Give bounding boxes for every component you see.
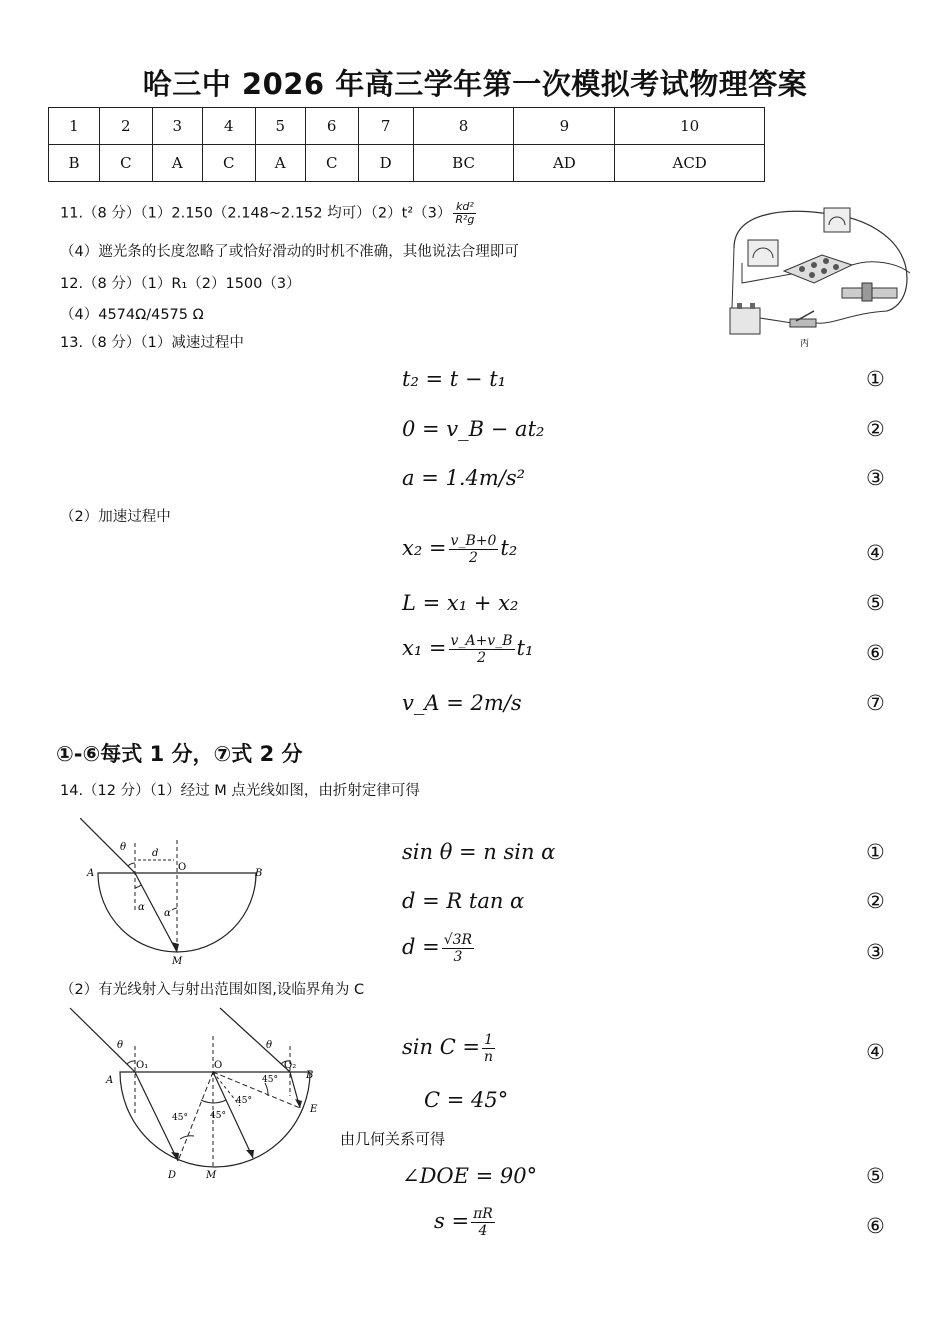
fig2-M-label: M [206,1170,217,1181]
table-cell: B [49,145,100,182]
refraction-figure-2 [68,1006,338,1186]
fig2-D-label: D [168,1170,177,1181]
q14-geometry-note: 由几何关系可得 [340,1130,446,1148]
fig2-angle-label-2: 45° [210,1111,226,1121]
q13-eq4-num: v_B+0 [450,533,497,549]
q14-eq4-frac [482,1032,495,1065]
q13-eq4-den: 2 [469,550,478,566]
q13-eq4-lhs: x₂ = [402,536,447,560]
refraction-figure-1 [80,818,270,968]
q13-eq-number-1: ① [866,367,885,391]
q14-eq-number-3: ③ [866,940,885,964]
table-cell: D [358,145,413,182]
q14-eq-number-4: ④ [866,1040,885,1064]
q13-eq-number-7: ⑦ [866,691,885,715]
table-cell: C [202,145,255,182]
table-cell: ACD [615,145,765,182]
q14-eq4 [402,1032,497,1065]
fig1-M-label: M [172,956,183,967]
table-row-answers [49,145,765,182]
q14-eq4-lhs: sin C = [402,1035,481,1059]
fig1-B-label: B [255,868,263,879]
table-cell: 2 [99,108,152,145]
fig2-O2-label: O₂ [284,1060,297,1071]
table-row-numbers [49,108,765,145]
q13-eq4-frac [449,533,499,566]
q13-line1: 13.（8 分）（1）减速过程中 [60,335,244,351]
q13-eq6 [402,633,533,666]
fig2-angle-label-3: 45° [236,1096,252,1106]
fig2-O-label: O [214,1060,223,1071]
table-cell: 10 [615,108,765,145]
q11-line2: （4）遮光条的长度忽略了或恰好滑动的时机不准确，其他说法合理即可 [60,244,519,260]
q13-eq4-rhs: t₂ [500,536,518,560]
fig2-E-label: E [310,1104,318,1115]
q13-eq-number-4: ④ [866,541,885,565]
q13-eq-number-3: ③ [866,466,885,490]
table-cell: A [152,145,202,182]
q13-eq-number-6: ⑥ [866,641,885,665]
fig1-d-label: d [152,848,159,859]
q14-eq1: sin θ = n sin α [402,840,556,864]
table-cell: 8 [413,108,514,145]
fig1-theta-label: θ [120,842,127,853]
fig2-A-label: A [106,1075,114,1086]
q14-eq4-num: 1 [482,1032,495,1049]
q13-eq6-num: v_A+v_B [450,633,513,649]
q13-eq6-den: 2 [477,650,486,666]
fig2-theta1-label: θ [117,1040,124,1051]
fig2-angle-label-1: 45° [172,1113,188,1123]
q14-eq3-num: √3R [443,932,473,948]
q14-eq6-lhs: s = [434,1209,470,1233]
answer-table [48,107,765,182]
q14-eq3-lhs: d = [402,935,440,959]
q14-eq3 [402,932,476,965]
figure-label-bing: 丙 [800,339,810,349]
fig2-angle-label-4: 45° [262,1075,278,1085]
page-title: 哈三中 2026 年高三学年第一次模拟考试物理答案 [142,67,808,101]
fig1-alpha1-label: α [138,902,145,913]
table-cell: 7 [358,108,413,145]
q13-eq-number-5: ⑤ [866,591,885,615]
table-cell: 6 [305,108,358,145]
q14-eq2: d = R tan α [402,889,525,913]
q14-eq6 [434,1206,497,1239]
table-cell: 5 [255,108,305,145]
q13-eq4 [402,533,517,566]
table-cell: 9 [514,108,615,145]
q12-line2: （4）4574Ω/4575 Ω [60,307,204,323]
fig1-alpha2-label: α [164,908,171,919]
q11-line1-text: 11.（8 分）（1）2.150（2.148~2.152 均可）（2）t²（3） [60,205,452,222]
q14-eq6-den: 4 [478,1223,488,1239]
q14-eq6-frac [471,1206,495,1239]
q13-eq-number-2: ② [866,417,885,441]
q11-fraction [453,201,476,226]
table-cell: AD [514,145,615,182]
q11-frac-den: R²g [455,213,475,226]
q14-eq-number-1: ① [866,840,885,864]
q14-eq-number-2: ② [866,889,885,913]
table-cell: C [99,145,152,182]
fig2-theta2-label: θ [266,1040,273,1051]
q13-eq3: a = 1.4m/s² [402,466,526,490]
table-cell: 1 [49,108,100,145]
q14-eq5: ∠DOE = 90° [402,1164,538,1188]
q14-line1: 14.（12 分）（1）经过 M 点光线如图，由折射定律可得 [60,783,420,799]
table-cell: C [305,145,358,182]
q14-eq-number-5: ⑤ [866,1164,885,1188]
q13-scoring-note: ①-⑥每式 1 分，⑦式 2 分 [56,742,303,766]
q13-eq6-lhs: x₁ = [402,636,447,660]
q13-eq7: v_A = 2m/s [402,691,522,715]
fig1-A-label: A [87,868,95,879]
table-cell: 4 [202,108,255,145]
fig2-O1-label: O₁ [136,1060,149,1071]
q13-eq6-frac [449,633,515,666]
q14-eq-number-6: ⑥ [866,1214,885,1238]
q11-frac-num: kd² [453,201,476,214]
q13-part2: （2）加速过程中 [60,509,171,525]
q14-eq4-den: n [484,1049,494,1065]
table-cell: 3 [152,108,202,145]
q14-eq3-den: 3 [453,949,463,965]
q11-line1 [60,201,478,226]
table-cell: A [255,145,305,182]
q14-eq6-num: πR [473,1206,493,1222]
q14-part2: （2）有光线射入与射出范围如图,设临界角为 C [60,982,365,998]
q13-eq2: 0 = v_B − at₂ [402,417,545,441]
table-cell: BC [413,145,514,182]
fig1-O-label: O [178,862,187,873]
circuit-figure [722,203,912,353]
q13-eq1: t₂ = t − t₁ [402,367,507,391]
q14-eq-critical-angle: C = 45° [424,1088,509,1112]
q13-eq6-rhs: t₁ [516,636,534,660]
q14-eq3-frac [442,932,474,965]
q13-eq5: L = x₁ + x₂ [402,591,519,615]
fig2-B-label: B [306,1070,314,1081]
q12-line1: 12.（8 分）（1）R₁（2）1500（3） [60,276,301,292]
